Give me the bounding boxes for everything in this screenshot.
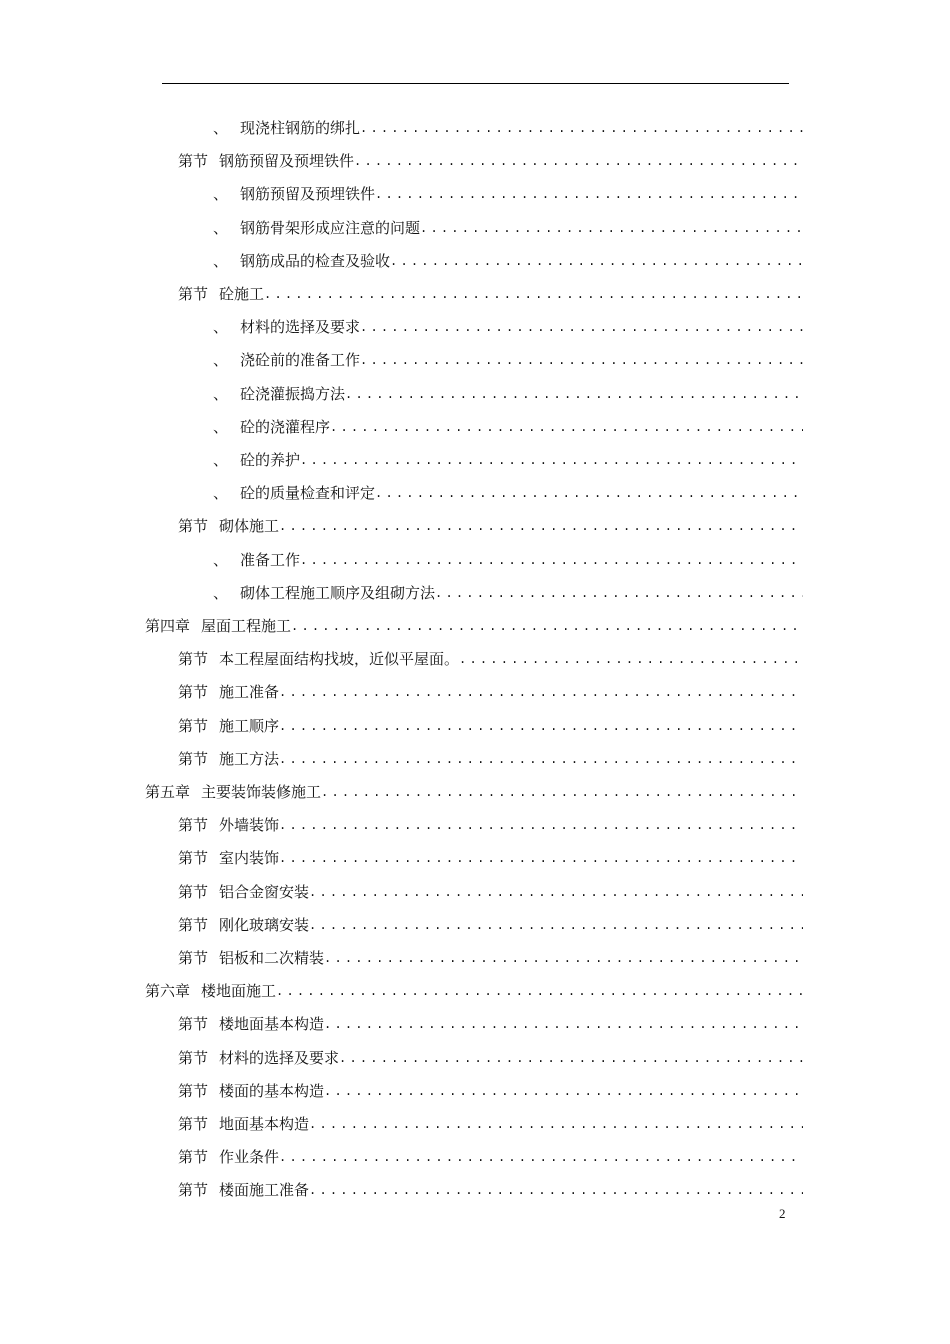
toc-entry-title: 浇砼前的准备工作 [240, 351, 361, 370]
toc-entry-title: 砼的浇灌程序 [240, 417, 331, 436]
dot-leader [339, 1048, 803, 1068]
dot-leader [345, 384, 803, 404]
toc-entry-section[interactable] [178, 636, 803, 669]
dot-leader [279, 815, 803, 835]
toc-entry-section[interactable] [178, 1001, 803, 1034]
dot-leader [360, 350, 803, 370]
toc-entry-section[interactable] [178, 1134, 803, 1167]
toc-entry-prefix: 、 [213, 218, 229, 237]
toc-entry-prefix: 第节 [178, 1081, 209, 1100]
toc-entry-title: 钢筋预留及预埋铁件 [240, 185, 376, 204]
toc-entry-item[interactable] [213, 404, 803, 437]
toc-entry-section[interactable] [178, 935, 803, 968]
toc-entry-prefix: 、 [213, 185, 229, 204]
dot-leader [390, 251, 803, 271]
dot-leader [291, 616, 803, 636]
dot-leader [276, 981, 803, 1001]
toc-entry-section[interactable] [178, 1035, 803, 1068]
toc-entry-title: 施工准备 [219, 683, 280, 702]
toc-entry-section[interactable] [178, 869, 803, 902]
toc-entry-prefix: 第节 [178, 1115, 209, 1133]
toc-entry-section[interactable] [178, 703, 803, 736]
dot-leader [435, 583, 803, 603]
toc-entry-chapter[interactable] [145, 603, 803, 636]
dot-leader [309, 1180, 803, 1200]
toc-entry-title: 钢筋骨架形成应注意的问题 [240, 218, 421, 237]
toc-entry-prefix: 第节 [178, 949, 209, 967]
dot-leader [360, 317, 803, 337]
toc-entry-section[interactable] [178, 1101, 803, 1134]
toc-entry-title: 刚化玻璃安装 [219, 915, 310, 934]
toc-entry-title: 本工程屋面结构找坡，近似平屋面。 [219, 650, 460, 669]
toc-entry-prefix: 第节 [178, 152, 209, 171]
page-number: 2 [779, 1206, 786, 1221]
toc-entry-title: 钢筋预留及预埋铁件 [219, 152, 355, 171]
toc-entry-chapter[interactable] [145, 769, 803, 802]
dot-leader [300, 450, 803, 470]
toc-entry-title: 施工顺序 [219, 716, 280, 735]
toc-entry-section[interactable] [178, 835, 803, 868]
toc-entry-prefix: 第五章 [145, 783, 191, 801]
toc-entry-title: 屋面工程施工 [201, 617, 292, 635]
dot-leader [324, 948, 803, 968]
toc-entry-prefix: 、 [213, 417, 229, 436]
toc-entry-title: 地面基本构造 [219, 1115, 310, 1133]
toc-entry-title: 钢筋成品的检查及验收 [240, 251, 391, 270]
toc-entry-item[interactable] [213, 105, 803, 138]
toc-entry-title: 楼面施工准备 [219, 1181, 310, 1200]
toc-entry-item[interactable] [213, 470, 803, 503]
toc-entry-title: 砌体工程施工顺序及组砌方法 [240, 583, 436, 602]
toc-entry-prefix: 第节 [178, 816, 209, 835]
toc-entry-prefix: 第节 [178, 1048, 209, 1067]
toc-entry-item[interactable] [213, 171, 803, 204]
dot-leader [264, 284, 803, 304]
toc-entry-title: 砼的养护 [240, 451, 301, 469]
toc-entry-title: 砼的质量检查和评定 [240, 484, 376, 503]
toc-entry-title: 砼施工 [219, 285, 265, 303]
toc-entry-title: 作业条件 [219, 1148, 280, 1167]
dot-leader [279, 716, 803, 736]
toc-entry-prefix: 第节 [178, 749, 209, 768]
dot-leader [375, 483, 803, 503]
toc-entry-item[interactable] [213, 238, 803, 271]
dot-leader [309, 1114, 803, 1134]
dot-leader [279, 1147, 803, 1167]
dot-leader [309, 915, 803, 935]
toc-entry-prefix: 第节 [178, 882, 209, 901]
dot-leader [321, 782, 803, 802]
toc-entry-title: 楼地面基本构造 [219, 1015, 325, 1034]
dot-leader [279, 516, 803, 536]
toc-entry-prefix: 第四章 [145, 617, 191, 635]
toc-entry-prefix: 第节 [178, 915, 209, 934]
toc-entry-prefix: 、 [213, 583, 229, 602]
toc-entry-prefix: 、 [213, 451, 229, 469]
toc-entry-prefix: 、 [213, 318, 229, 337]
toc-entry-title: 施工方法 [219, 749, 280, 768]
toc-entry-title: 铝板和二次精装 [219, 949, 325, 967]
dot-leader [420, 218, 803, 238]
dot-leader [354, 151, 803, 171]
toc-entry-section[interactable] [178, 503, 803, 536]
toc-entry-title: 材料的选择及要求 [219, 1048, 340, 1067]
toc-entry-prefix: 、 [213, 251, 229, 270]
toc-entry-section[interactable] [178, 138, 803, 171]
dot-leader [279, 848, 803, 868]
dot-leader [375, 184, 803, 204]
toc-entry-section[interactable] [178, 902, 803, 935]
dot-leader [279, 749, 803, 769]
toc-entry-item[interactable] [213, 371, 803, 404]
toc-entry-prefix: 、 [213, 351, 229, 370]
toc-entry-prefix: 、 [213, 550, 229, 569]
toc-entry-prefix: 第节 [178, 716, 209, 735]
toc-entry-prefix: 第节 [178, 683, 209, 702]
toc-entry-prefix: 、 [213, 384, 229, 403]
toc-entry-prefix: 第节 [178, 517, 209, 536]
dot-leader [324, 1014, 803, 1034]
toc-entry-prefix: 第节 [178, 1181, 209, 1200]
dot-leader [330, 417, 803, 437]
toc-entry-prefix: 第节 [178, 1148, 209, 1167]
toc-entry-item[interactable] [213, 304, 803, 337]
dot-leader [459, 649, 803, 669]
header-rule [162, 83, 789, 84]
toc-entry-prefix: 第节 [178, 849, 209, 868]
toc-entry-title: 外墙装饰 [219, 816, 280, 835]
toc-entry-title: 主要装饰装修施工 [201, 783, 322, 801]
toc-entry-section[interactable] [178, 736, 803, 769]
dot-leader [279, 682, 803, 702]
toc-entry-chapter[interactable] [145, 968, 803, 1001]
toc-entry-section[interactable] [178, 1167, 803, 1200]
toc-entry-prefix: 第六章 [145, 982, 191, 1001]
toc-entry-title: 铝合金窗安装 [219, 882, 310, 901]
toc-entry-title: 楼地面施工 [201, 982, 277, 1001]
toc-entry-title: 砼浇灌振捣方法 [240, 384, 346, 403]
toc-entry-item[interactable] [213, 437, 803, 470]
toc-entry-item[interactable] [213, 337, 803, 370]
toc-entry-section[interactable] [178, 669, 803, 702]
toc-entry-title: 砌体施工 [219, 517, 280, 536]
toc-entry-prefix: 、 [213, 119, 229, 137]
toc-entry-section[interactable] [178, 1068, 803, 1101]
toc-entry-prefix: 、 [213, 484, 229, 503]
toc-entry-section[interactable] [178, 271, 803, 304]
dot-leader [360, 118, 803, 138]
toc-entry-prefix: 第节 [178, 285, 209, 303]
toc-entry-prefix: 第节 [178, 650, 209, 669]
dot-leader [324, 1081, 803, 1101]
dot-leader [309, 882, 803, 902]
toc-entry-title: 材料的选择及要求 [240, 318, 361, 337]
toc-entry-title: 现浇柱钢筋的绑扎 [240, 119, 361, 137]
toc-entry-title: 室内装饰 [219, 849, 280, 868]
dot-leader [300, 550, 803, 570]
toc-entry-section[interactable] [178, 802, 803, 835]
toc-entry-item[interactable] [213, 205, 803, 238]
toc-entry-title: 准备工作 [240, 550, 301, 569]
toc-entry-item[interactable] [213, 570, 803, 603]
toc-entry-prefix: 第节 [178, 1015, 209, 1034]
toc-entry-title: 楼面的基本构造 [219, 1081, 325, 1100]
toc-entry-item[interactable] [213, 537, 803, 570]
